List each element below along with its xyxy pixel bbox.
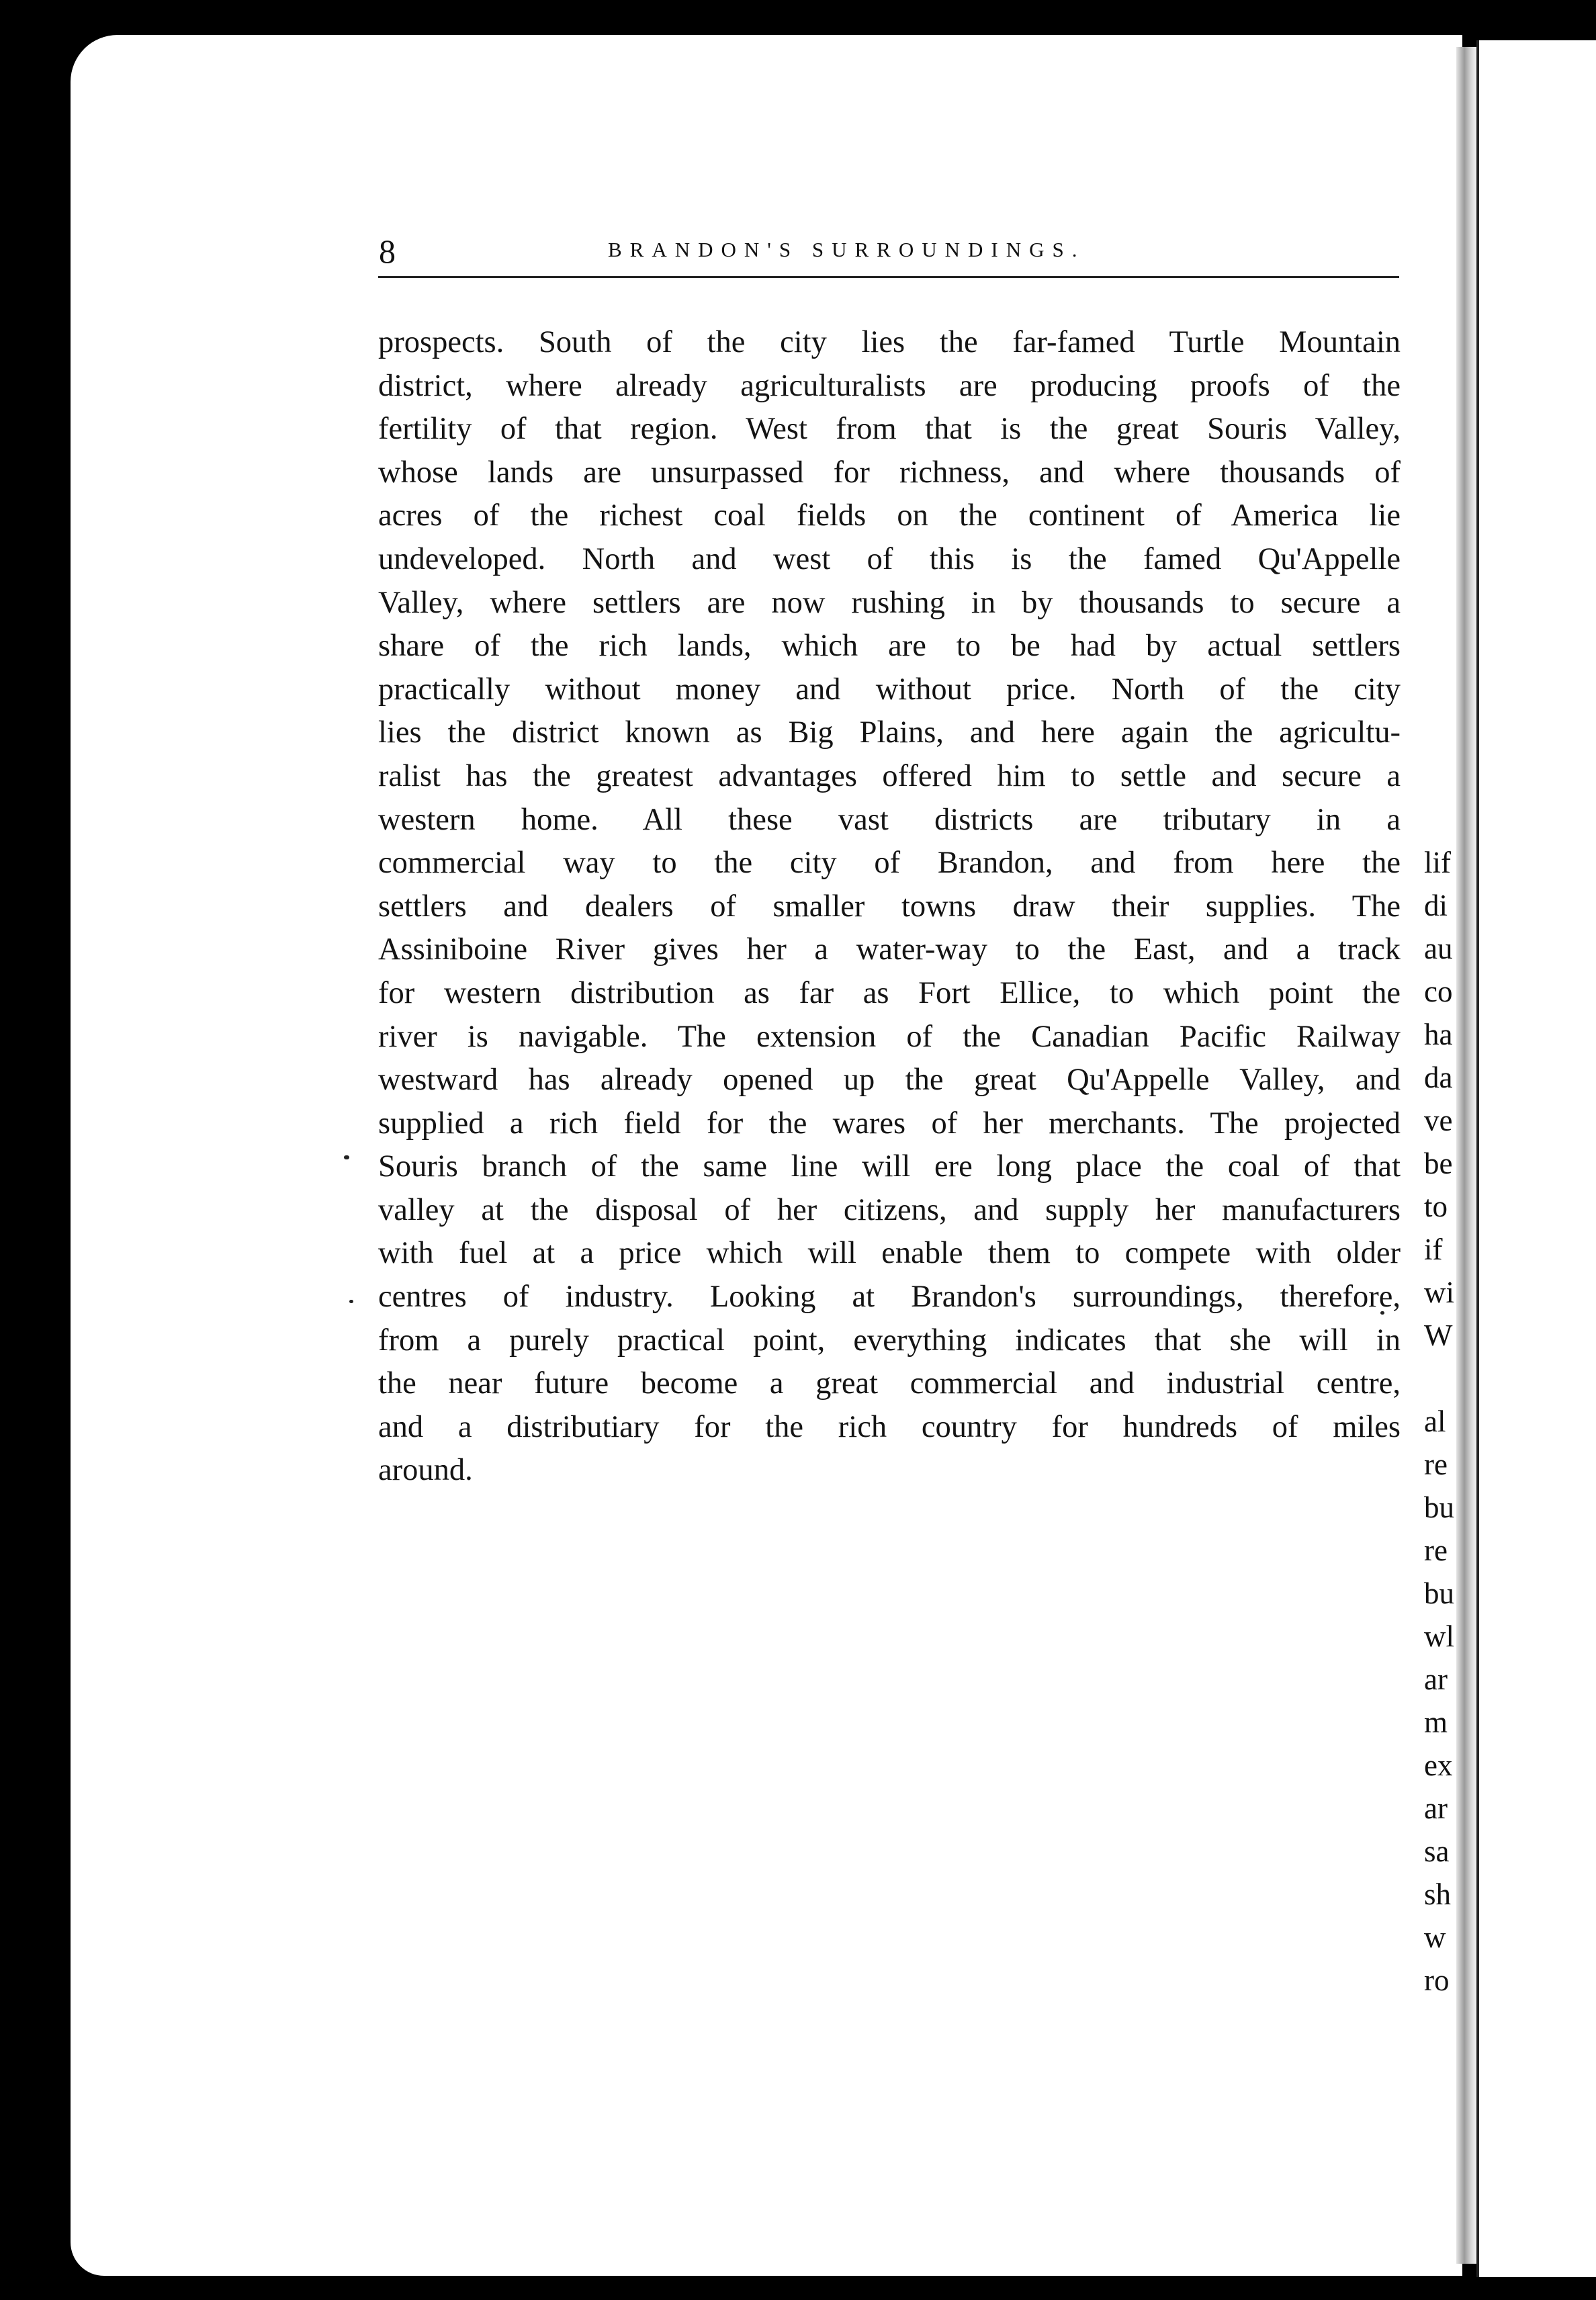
facing-page-fragment: bu	[1424, 1491, 1454, 1524]
text-line: around.	[378, 1453, 473, 1488]
page-number: 8	[379, 232, 396, 270]
facing-page-fragment: ex	[1424, 1749, 1453, 1782]
facing-page-fragment: W	[1424, 1319, 1453, 1352]
facing-page-fragment: bu	[1424, 1577, 1454, 1610]
text-line: valley at the disposal of her citizens, and supply her manufacturers	[378, 1192, 1401, 1227]
facing-page-fragment: di	[1424, 889, 1448, 922]
text-line: commercial way to the city of Brandon, and from here the	[378, 846, 1401, 881]
text-line: Assiniboine River gives her a water-way to the East, and a track	[378, 932, 1401, 967]
text-line: acres of the richest coal fields on the continent of America lie	[378, 498, 1401, 533]
facing-page-fragment: ar	[1424, 1663, 1448, 1696]
text-line: practically without money and without price. North of the city	[378, 672, 1401, 707]
scan-speck	[349, 1300, 353, 1303]
facing-page	[1476, 40, 1596, 2277]
text-line: supplied a rich field for the wares of her merchants. The projected	[378, 1106, 1401, 1141]
text-line: and a distributiary for the rich country for hundreds of miles	[378, 1409, 1401, 1444]
facing-page-fragment: ar	[1424, 1792, 1448, 1825]
facing-page-fragment: ro	[1424, 1963, 1450, 1997]
text-line: centres of industry. Looking at Brandon's surroundings, therefore,	[378, 1280, 1401, 1315]
text-line: ralist has the greatest advantages offered him to settle and secure a	[378, 758, 1401, 793]
facing-page-fragment: co	[1424, 975, 1453, 1008]
text-line: settlers and dealers of smaller towns draw their supplies. The	[378, 889, 1401, 924]
facing-page-fragment: wi	[1424, 1276, 1454, 1309]
text-line: fertility of that region. West from that is the great Souris Valley,	[378, 412, 1401, 447]
book-gutter-shadow	[1456, 47, 1476, 2264]
text-line: district, where already agriculturalists are producing proofs of the	[378, 368, 1401, 403]
facing-page-fragment: au	[1424, 932, 1453, 965]
facing-page-fragment	[1424, 1357, 1454, 1400]
text-line: with fuel at a price which will enable them to compete with older	[378, 1236, 1401, 1271]
running-title: BRANDON'S SURROUNDINGS.	[608, 238, 1085, 261]
facing-page-fragment: m	[1424, 1706, 1448, 1739]
text-line: lies the district known as Big Plains, and here again the agricultu-	[378, 715, 1401, 750]
text-line: from a purely practical point, everything indicates that she will in	[378, 1323, 1401, 1358]
text-line: the near future become a great commercial and industrial centre,	[378, 1366, 1401, 1401]
facing-page-fragment: be	[1424, 1147, 1453, 1180]
facing-page-fragment: re	[1424, 1534, 1448, 1567]
facing-page-text	[1424, 841, 1454, 2002]
text-line: westward has already opened up the great Qu'Appelle Valley, and	[378, 1063, 1401, 1098]
text-line: whose lands are unsurpassed for richness, and where thousands of	[378, 455, 1401, 490]
facing-page-fragment: re	[1424, 1448, 1448, 1481]
facing-page-fragment: al	[1424, 1405, 1446, 1438]
text-line: for western distribution as far as Fort Ellice, to which point the	[378, 975, 1401, 1010]
facing-page-fragment: w	[1424, 1920, 1446, 1954]
facing-page-fragment: ha	[1424, 1018, 1453, 1051]
text-line: Valley, where settlers are now rushing in by thousands to secure a	[378, 585, 1401, 620]
body-paragraph	[378, 321, 1401, 1493]
facing-page-fragment: wl	[1424, 1620, 1454, 1653]
text-line: prospects. South of the city lies the far-famed Turtle Mountain	[378, 325, 1401, 359]
facing-page-fragment: ve	[1424, 1104, 1453, 1137]
facing-page-fragment: da	[1424, 1061, 1453, 1094]
facing-page-fragment: if	[1424, 1233, 1443, 1266]
facing-page-fragment: lif	[1424, 846, 1451, 879]
text-line: Souris branch of the same line will ere long place the coal of that	[378, 1149, 1401, 1184]
text-line: western home. All these vast districts are tributary in a	[378, 802, 1401, 837]
text-line: undeveloped. North and west of this is the famed Qu'Appelle	[378, 541, 1401, 576]
text-line: river is navigable. The extension of the Canadian Pacific Railway	[378, 1019, 1401, 1054]
facing-page-fragment: to	[1424, 1190, 1448, 1223]
scan-speck	[344, 1155, 349, 1159]
facing-page-fragment: sh	[1424, 1877, 1452, 1911]
text-line: share of the rich lands, which are to be had by actual settlers	[378, 629, 1401, 664]
header-rule	[378, 276, 1399, 278]
facing-page-fragment: sa	[1424, 1834, 1450, 1868]
